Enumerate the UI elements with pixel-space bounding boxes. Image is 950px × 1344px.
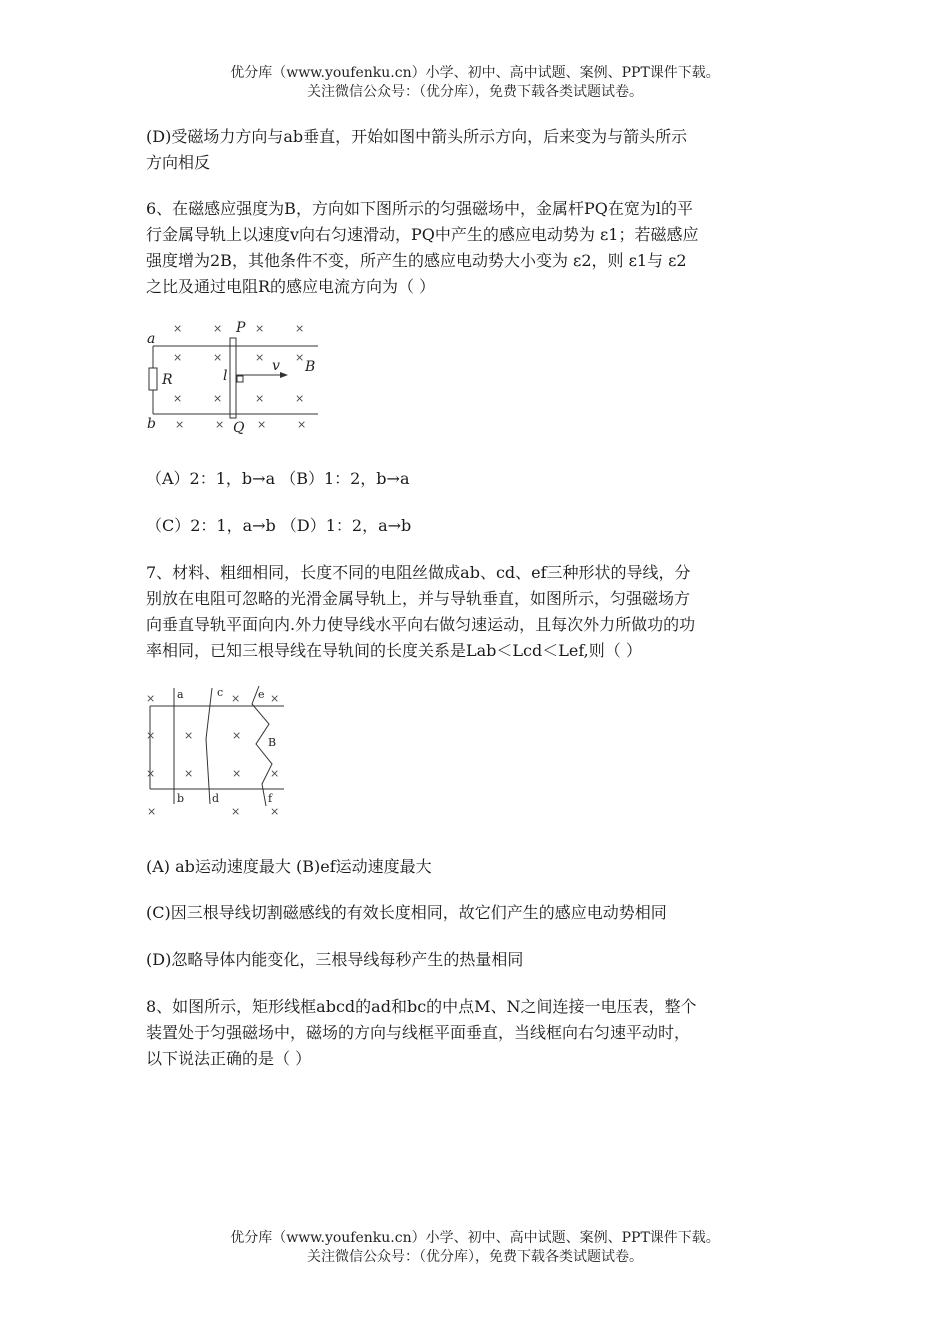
page-header	[0, 64, 950, 102]
q6-line-1: 6、在磁感应强度为B，方向如下图所示的匀强磁场中，金属杆PQ在宽为l的平	[146, 199, 693, 218]
q6-cross: ×	[175, 418, 185, 431]
q7-cross: ×	[270, 767, 280, 780]
q7-cross: ×	[270, 692, 280, 705]
q7-cross: ×	[232, 729, 242, 742]
q7-option-a-b: (A) ab运动速度最大 (B)ef运动速度最大	[146, 857, 432, 876]
q6-cross: ×	[173, 322, 183, 335]
q6-cross: ×	[255, 392, 265, 405]
footer-line-2: 关注微信公众号：（优分库），免费下载各类试题试卷。	[307, 1249, 643, 1265]
q6-label-p: P	[236, 320, 246, 336]
q6-cross: ×	[295, 351, 305, 364]
q6-cross: ×	[255, 351, 265, 364]
q7-option-d: (D)忽略导体内能变化，三根导线每秒产生的热量相同	[146, 950, 524, 969]
q7-cross: ×	[146, 729, 156, 742]
q7-cross: ×	[231, 692, 241, 705]
header-line-2: 关注微信公众号：（优分库），免费下载各类试题试卷。	[307, 84, 643, 100]
q7-line-1: 7、材料、粗细相同，长度不同的电阻丝做成ab、cd、ef三种形状的导线，分	[146, 563, 691, 582]
q7-cross: ×	[146, 767, 156, 780]
header-line-1: 优分库（www.youfenku.cn）小学、初中、高中试题、案例、PPT课件下载。	[230, 65, 720, 81]
q7-cross: ×	[231, 805, 241, 818]
q6-label-r: R	[162, 372, 173, 388]
q6-label-b-field: B	[305, 359, 316, 375]
q7-line-3: 向垂直导轨平面向内.外力使导线水平向右做匀速运动，且每次外力所做功的功	[146, 615, 696, 634]
q6-options-row-1: （A）2：1，b→a （B）1：2，b→a	[146, 469, 410, 488]
q6-cross: ×	[255, 322, 265, 335]
q7-label-b: b	[177, 792, 185, 805]
question-6	[146, 196, 806, 300]
q6-line-2: 行金属导轨上以速度v向右匀速滑动，PQ中产生的感应电动势为 ε1；若磁感应	[146, 225, 699, 244]
q7-line-2: 别放在电阻可忽略的光滑金属导轨上，并与导轨垂直，如图所示，匀强磁场方	[146, 589, 691, 608]
q7-cross: ×	[146, 692, 156, 705]
q6-line-3: 强度增为2B，其他条件不变，所产生的感应电动势大小变为 ε2，则 ε1与 ε2	[146, 251, 687, 270]
q6-label-l: l	[223, 368, 228, 384]
q6-right-angle-mark	[237, 376, 243, 382]
q6-cross: ×	[173, 351, 183, 364]
q6-cross: ×	[213, 322, 223, 335]
q6-cross: ×	[213, 392, 223, 405]
q6-label-a: a	[147, 331, 156, 347]
question-7	[146, 560, 806, 664]
q6-cross: ×	[213, 351, 223, 364]
q6-label-v: v	[272, 358, 280, 374]
q6-cross: ×	[297, 418, 307, 431]
question-8	[146, 994, 806, 1072]
q6-cross: ×	[173, 392, 183, 405]
q7-cross: ×	[184, 767, 194, 780]
q8-line-2: 装置处于匀强磁场中，磁场的方向与线框平面垂直，当线框向右匀速平动时，	[146, 1023, 691, 1042]
q7-cross: ×	[232, 767, 242, 780]
q5-option-d-line-1: (D)受磁场力方向与ab垂直，开始如图中箭头所示方向，后来变为与箭头所示	[146, 127, 688, 146]
q6-resistor	[149, 368, 157, 390]
q7-figure	[144, 684, 294, 819]
q7-label-b-field: B	[268, 736, 277, 749]
q8-line-3: 以下说法正确的是（ ）	[146, 1049, 312, 1068]
q7-wire-cd	[206, 688, 212, 804]
footer-line-1: 优分库（www.youfenku.cn）小学、初中、高中试题、案例、PPT课件下载。	[230, 1230, 720, 1246]
q6-cross: ×	[257, 418, 267, 431]
q7-cross: ×	[147, 805, 157, 818]
q6-arrow-head	[280, 372, 288, 378]
q6-label-b: b	[147, 416, 156, 432]
q7-label-c: c	[217, 686, 224, 699]
q6-cross: ×	[215, 418, 225, 431]
q6-rod-pq	[230, 338, 236, 418]
q7-line-4: 率相同，已知三根导线在导轨间的长度关系是Lab＜Lcd＜Lef,则（ ）	[146, 641, 642, 660]
q7-cross: ×	[184, 729, 194, 742]
q6-label-q: Q	[233, 420, 245, 436]
q6-line-4: 之比及通过电阻R的感应电流方向为（ ）	[146, 277, 436, 296]
q7-label-f: f	[268, 792, 273, 805]
q7-cross: ×	[270, 805, 280, 818]
q5-option-d-line-2: 方向相反	[146, 153, 211, 172]
q7-label-a: a	[177, 688, 184, 701]
q7-label-e: e	[258, 688, 265, 701]
page-footer	[0, 1229, 950, 1267]
q6-figure	[144, 318, 334, 436]
q6-options-row-2: （C）2：1，a→b （D）1：2，a→b	[146, 516, 412, 535]
q5-option-d	[146, 124, 806, 176]
q8-line-1: 8、如图所示，矩形线框abcd的ad和bc的中点M、N之间连接一电压表，整个	[146, 997, 697, 1016]
q7-option-c: (C)因三根导线切割磁感线的有效长度相同，故它们产生的感应电动势相同	[146, 903, 667, 922]
q6-cross: ×	[295, 322, 305, 335]
q7-label-d: d	[212, 792, 220, 805]
q6-cross: ×	[295, 392, 305, 405]
